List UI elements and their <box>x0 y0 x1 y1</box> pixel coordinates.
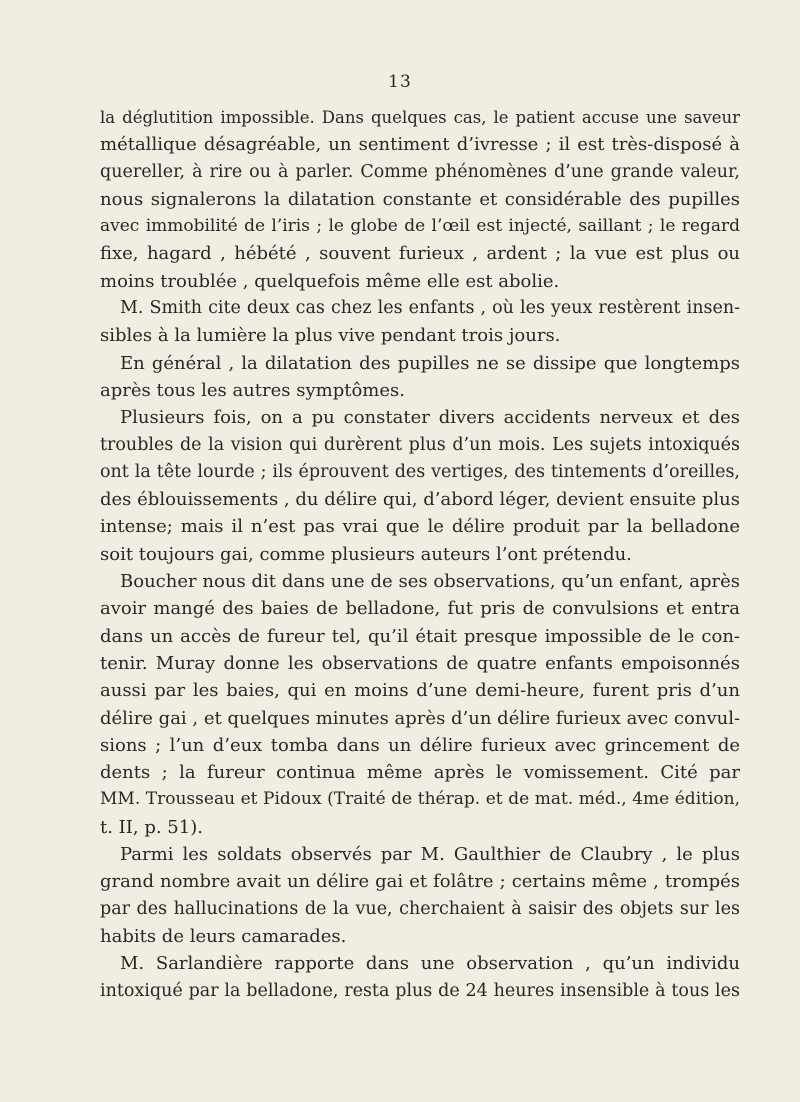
text-line: fixe, hagard , hébété , souvent furieux , ardent ; la vue est plus ou <box>100 243 740 265</box>
text-line: dans un accès de fureur tel, qu’il était presque impossible de le con- <box>100 625 740 647</box>
text-line: grand nombre avait un délire gai et folâtre ; certains même , trompés <box>100 871 740 893</box>
text-line: moins troublée , quelquefois même elle est abolie. <box>100 270 560 292</box>
text-line: nous signalerons la dilatation constante et considérable des pupilles <box>100 188 740 210</box>
text-line: Boucher nous dit dans une de ses observations, qu’un enfant, après <box>120 571 740 593</box>
text-line: délire gai , et quelques minutes après d’un délire furieux avec convul- <box>100 707 741 729</box>
text-line: intense; mais il n’est pas vrai que le délire produit par la belladone <box>100 516 740 538</box>
text-line: avoir mangé des baies de belladone, fut pris de convulsions et entra <box>100 598 740 620</box>
text-line: ont la tête lourde ; ils éprouvent des vertiges, des tintements d’oreilles, <box>100 461 740 482</box>
text-line: aussi par les baies, qui en moins d’une demi-heure, furent pris d’un <box>100 680 740 702</box>
text-line: quereller, à rire ou à parler. Comme phénomènes d’une grande valeur, <box>100 161 740 182</box>
text-line: Parmi les soldats observés par M. Gaulthier de Claubry , le plus <box>120 844 740 866</box>
text-line: sibles à la lumière la plus vive pendant trois jours. <box>100 325 561 347</box>
text-line: Plusieurs fois, on a pu constater divers accidents nerveux et des <box>120 407 740 429</box>
text-line: sions ; l’un d’eux tomba dans un délire furieux avec grincement de <box>100 734 740 756</box>
text-line: t. II, p. 51). <box>100 816 203 838</box>
text-line: tenir. Muray donne les observations de quatre enfants empoisonnés <box>100 652 740 674</box>
body-text <box>100 104 740 1005</box>
text-line: métallique désagréable, un sentiment d’ivresse ; il est très-disposé à <box>100 134 740 156</box>
text-line: soit toujours gai, comme plusieurs auteurs l’ont prétendu. <box>100 543 632 565</box>
text-line: après tous les autres symptômes. <box>100 379 405 401</box>
text-line: M. Sarlandière rapporte dans une observation , qu’un individu <box>120 953 740 975</box>
text-line: En général , la dilatation des pupilles ne se dissipe que longtemps <box>120 352 740 374</box>
text-line: intoxiqué par la belladone, resta plus de 24 heures insensible à tous les <box>100 980 740 1001</box>
text-line: MM. Trousseau et Pidoux (Traité de thérap. et de mat. méd., 4me édition, <box>100 789 740 810</box>
page-number: 13 <box>388 72 412 92</box>
text-line: des éblouissements , du délire qui, d’abord léger, devient ensuite plus <box>100 489 740 511</box>
text-line: dents ; la fureur continua même après le vomissement. Cité par <box>100 762 740 784</box>
text-line: habits de leurs camarades. <box>100 925 347 947</box>
text-line: avec immobilité de l’iris ; le globe de l’œil est injecté, saillant ; le regard <box>100 216 740 237</box>
text-line: M. Smith cite deux cas chez les enfants , où les yeux restèrent insen- <box>120 298 740 319</box>
text-line: troubles de la vision qui durèrent plus d’un mois. Les sujets intoxiqués <box>100 434 740 455</box>
text-line: la déglutition impossible. Dans quelques cas, le patient accuse une saveur <box>100 108 740 127</box>
text-line: par des hallucinations de la vue, cherchaient à saisir des objets sur les <box>100 898 740 919</box>
